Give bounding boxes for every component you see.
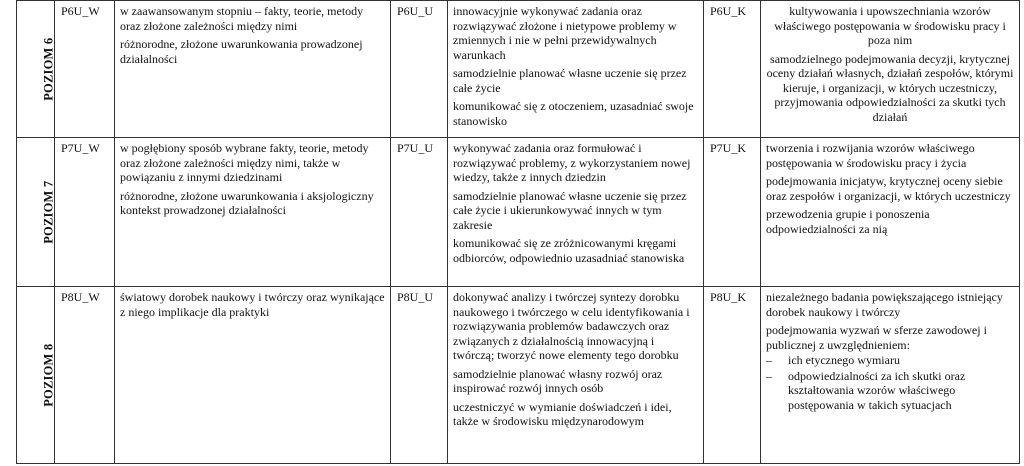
level-label: POZIOM 6 <box>41 37 56 101</box>
competence-item: tworzenia i rozwijania wzorów właściwego postępowania w środowisku pracy i życia <box>766 141 975 170</box>
skills-item: uczestniczyć w wymianie doświadczeń i idei, także w środowisku międzynarodowym <box>453 399 672 428</box>
skills-item: komunikować się z otoczeniem, uzasadniać swoje stanowisko <box>453 99 694 128</box>
dash-list-item <box>766 353 1014 368</box>
table-row-level-7 <box>17 138 1020 287</box>
dash-list-item <box>766 369 1014 413</box>
knowledge-item: w zaawansowanym stopniu – fakty, teorie, metody oraz złożone zależności między nimi <box>120 4 364 33</box>
competence-item: samodzielnego podejmowania decyzji, krytycznej oceny działań własnych, działań zespołów, którymi kieruje, i organizacji, w których uczestniczy, przyjmowania odpowiedzialności za skutki tych działań <box>766 51 1014 124</box>
skills-item: innowacyjnie wykonywać zadania oraz rozwiązywać złożone i nietypowe problemy w zmiennych i nie w pełni przewidywalnych warunkach <box>453 4 677 62</box>
knowledge-code: P8U_W <box>55 287 115 464</box>
skills-code: P8U_U <box>391 287 448 464</box>
level-cell <box>17 1 55 138</box>
knowledge-code: P7U_W <box>55 138 115 287</box>
skills-item: komunikować się ze zróżnicowanymi kręgami odbiorców, odpowiednio uzasadniać stanowiska <box>453 236 685 265</box>
competence-cell <box>761 138 1020 287</box>
level-label: POZIOM 7 <box>41 180 56 244</box>
skills-item: samodzielnie planować własne uczenie się przez całe życie <box>453 66 687 95</box>
skills-item: samodzielnie planować własny rozwój oraz inspirować rozwój innych osób <box>453 366 663 395</box>
skills-code: P7U_U <box>391 138 448 287</box>
dash-item-text: odpowiedzialności za ich skutki oraz kształtowania wzorów właściwego postępowania w takich sytuacjach <box>788 368 966 412</box>
knowledge-item: różnorodne, złożone uwarunkowania prowadzonej działalności <box>120 37 363 66</box>
knowledge-code: P6U_W <box>55 1 115 138</box>
skills-cell <box>448 138 704 287</box>
table-row-level-6 <box>17 1 1020 138</box>
dash-marker: – <box>766 353 772 367</box>
knowledge-item: w pogłębiony sposób wybrane fakty, teorie, metody oraz złożone zależności między nimi, także w powiązaniu z innymi dziedzinami <box>120 141 369 184</box>
level-cell <box>17 138 55 287</box>
skills-item: samodzielnie planować własne uczenie się przez całe życie i ukierunkowywać innych w tym zakresie <box>453 188 687 232</box>
skills-code: P6U_U <box>391 1 448 138</box>
competence-cell <box>761 287 1020 464</box>
competence-code: P8U_K <box>704 287 761 464</box>
competence-item: podejmowania wyzwań w sferze zawodowej i publicznej z uwzględnieniem: <box>766 323 987 352</box>
skills-cell <box>448 1 704 138</box>
dash-item-text: ich etycznego wymiaru <box>788 353 900 367</box>
skills-item: wykonywać zadania oraz formułować i rozwiązywać problemy, z wykorzystaniem nowej wiedzy, także z innych dziedzin <box>453 141 691 184</box>
dash-marker: – <box>766 368 772 383</box>
knowledge-item: różnorodne, złożone uwarunkowania i aksjologiczny kontekst prowadzonej działalności <box>120 188 374 217</box>
skills-item: dokonywać analizy i twórczej syntezy dorobku naukowego i twórczego w celu identyfikowania i rozwiązywania problemów badawczych oraz związanych z działalnością innowacyjną i twórczą; tworzyć nowe elementy tego dorobku <box>453 290 690 362</box>
knowledge-item: światowy dorobek naukowy i twórczy oraz wynikające z niego implikacje dla praktyki <box>120 290 385 319</box>
knowledge-cell <box>115 287 391 464</box>
knowledge-cell <box>115 138 391 287</box>
competence-code: P7U_K <box>704 138 761 287</box>
level-cell <box>17 287 55 464</box>
competence-code: P6U_K <box>704 1 761 138</box>
competence-item: niezależnego badania powiększającego istniejący dorobek naukowy i twórczy <box>766 290 1003 319</box>
qualifications-table <box>16 0 1020 464</box>
competence-item: kultywowania i upowszechniania wzorów właściwego postępowania w środowisku pracy i poza nim <box>774 4 1006 47</box>
competence-item: podejmowania inicjatyw, krytycznej oceny siebie oraz zespołów i organizacji, w których uczestniczy <box>766 174 1011 203</box>
competence-cell <box>761 1 1020 138</box>
knowledge-cell <box>115 1 391 138</box>
level-label: POZIOM 8 <box>41 343 56 407</box>
table-row-level-8 <box>17 287 1020 464</box>
competence-item: przewodzenia grupie i ponoszenia odpowiedzialności za nią <box>766 207 930 236</box>
skills-cell <box>448 287 704 464</box>
